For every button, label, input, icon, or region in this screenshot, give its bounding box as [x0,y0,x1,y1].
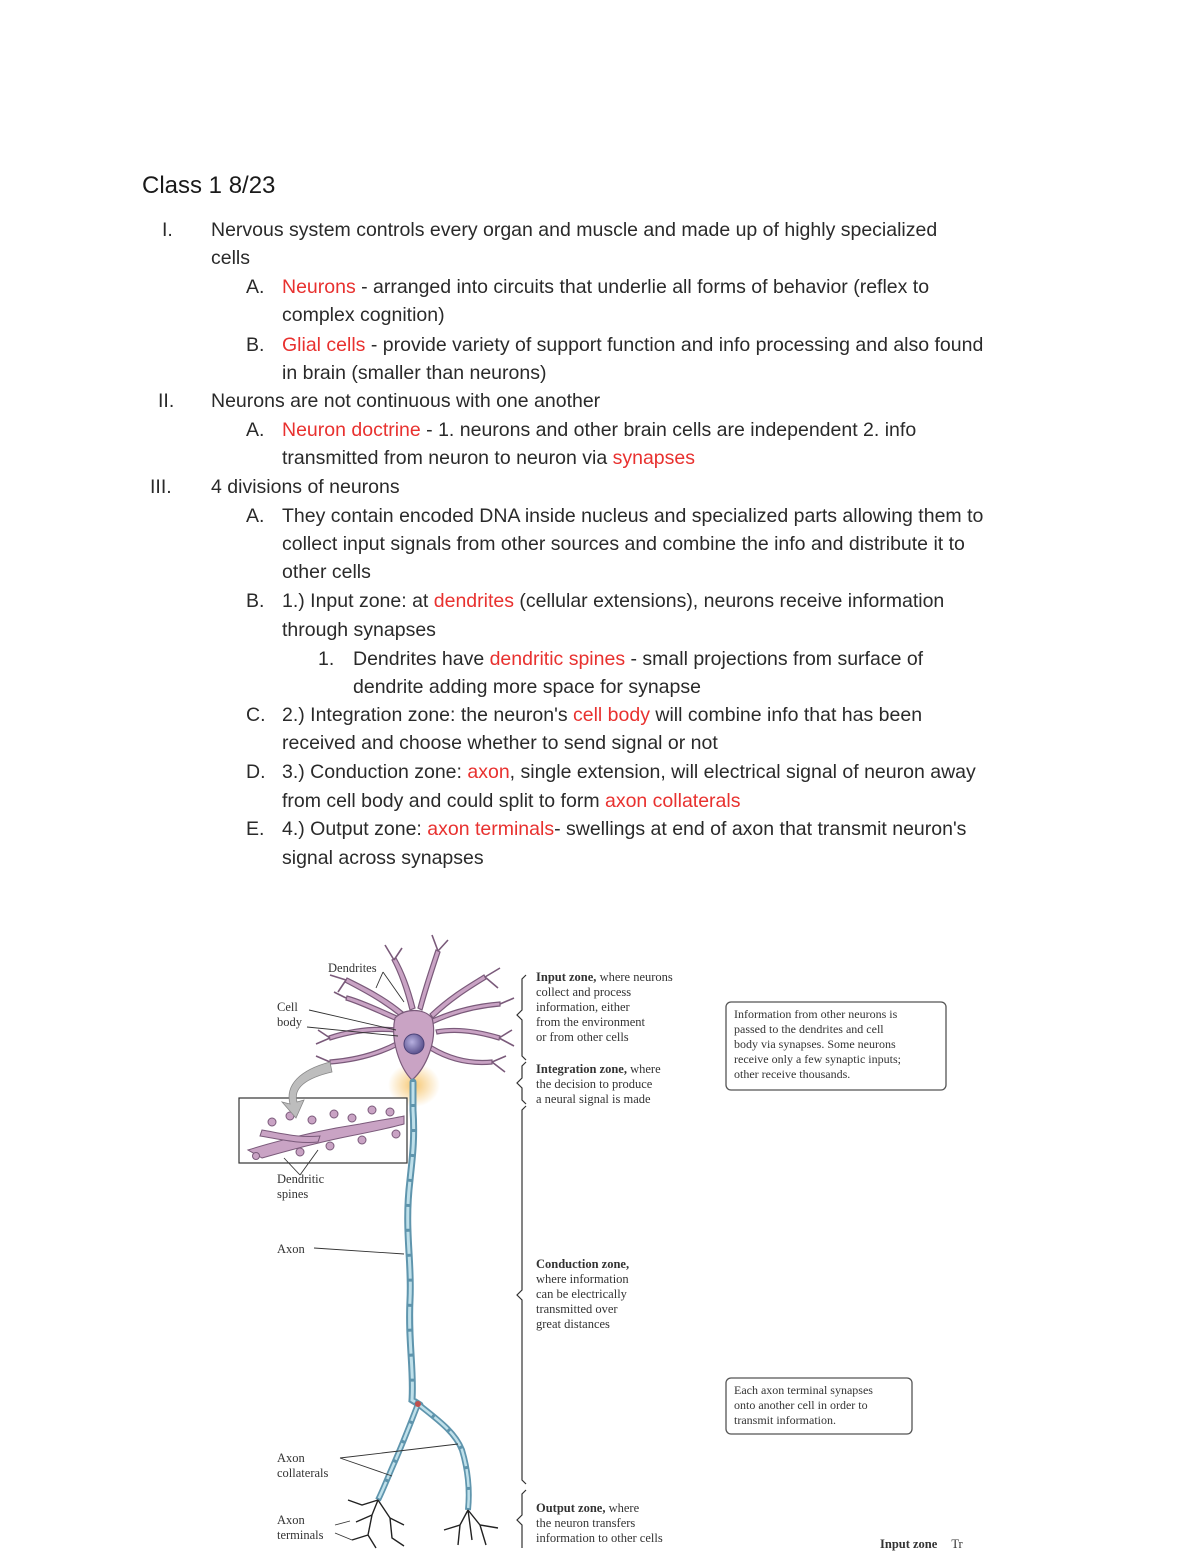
item-i-a-line2: complex cognition) [282,304,445,326]
label-dendritic-spines-2: spines [277,1187,309,1201]
integration-zone-l1 [536,1062,661,1076]
label-cell-body-2: body [277,1015,302,1029]
input-zone-l4: from the environment [536,1015,645,1029]
box2-l1: Each axon terminal synapses [734,1383,873,1397]
integration-zone-l3: a neural signal is made [536,1092,651,1106]
item-iii-e-post: - swellings at end of axon that transmit neuron's [554,818,967,840]
item-i-line1: Nervous system controls every organ and muscle and made up of highly specialized [211,219,938,241]
term-cell-body: cell body [573,704,650,726]
item-iii-b-1-line2: dendrite adding more space for synapse [353,676,701,698]
term-axon-collaterals: axon collaterals [604,790,741,812]
box2-l2: onto another cell in order to [734,1398,868,1412]
term-synapses: synapses [612,447,695,469]
output-zone-bold: Output zone, [536,1501,606,1515]
term-axon: axon [467,761,510,783]
label-axon-terminals-2: terminals [277,1528,324,1542]
label-dendrites: Dendrites [328,961,377,975]
item-i-line2: cells [211,247,251,269]
item-iii-a-line1: They contain encoded DNA inside nucleus and specialized parts allowing them to [282,505,984,527]
item-i-b-line2: in brain (smaller than neurons) [282,362,547,384]
label-axon: Axon [277,1242,305,1256]
item-iii-a-line3: other cells [282,561,371,583]
conduction-zone-l2: where information [536,1272,629,1286]
output-zone-l3: information to other cells [536,1531,663,1545]
conduction-zone-l1: Conduction zone, [536,1257,630,1271]
marker-i-a: A. [246,276,265,298]
conduction-zone-l4: transmitted over [536,1302,618,1316]
input-zone-l5: or from other cells [536,1030,629,1044]
box1-l4: receive only a few synaptic inputs; [734,1052,901,1066]
marker-iii-b-1: 1. [318,648,335,670]
marker-iii-d: D. [246,761,266,783]
marker-i-b: B. [246,334,265,356]
item-iii-b-pre: 1.) Input zone: at [282,590,434,612]
item-iii-d-post: , single extension, will electrical signal of neuron away [509,761,976,783]
label-dendritic-spines-1: Dendritic [277,1172,325,1186]
marker-iii: III. [150,476,172,498]
integration-zone-l1-rest: where [626,1062,661,1076]
term-axon-terminals: axon terminals [427,818,555,840]
term-glial-cells: Glial cells [282,334,366,356]
marker-iii-a: A. [246,505,265,527]
input-zone-l1 [536,970,673,984]
term-neurons: Neurons [282,276,356,298]
output-zone-l1-rest: where [605,1501,640,1515]
item-iii-d-l2-pre: from cell body and could split to form [282,790,605,812]
input-zone-l2: collect and process [536,985,632,999]
integration-zone-l2: the decision to produce [536,1077,653,1091]
label-cell-body-1: Cell [277,1000,298,1014]
corner-bold: Input zone [880,1537,938,1551]
marker-iii-b: B. [246,590,265,612]
nucleus-shape [404,1034,424,1054]
marker-iii-c: C. [246,704,266,726]
item-iii-b-1-post: - small projections from surface of [625,648,924,670]
label-axon-terminals-1: Axon [277,1513,305,1527]
marker-iii-e: E. [246,818,265,840]
corner-rest: Tr [951,1537,963,1551]
box2-l3: transmit information. [734,1413,836,1427]
conduction-zone-l5: great distances [536,1317,610,1331]
input-zone-l3: information, either [536,1000,630,1014]
item-iii-a-line2: collect input signals from other sources and combine the info and distribute it to [282,533,965,555]
item-iii-d-pre: 3.) Conduction zone: [282,761,468,783]
item-i-b-rest: - provide variety of support function and info processing and also found [365,334,984,356]
item-iii-c-line2: received and choose whether to send signal or not [282,732,718,754]
page-title: Class 1 8/23 [142,172,276,199]
corner-label [880,1537,964,1551]
input-zone-bold: Input zone, [536,970,597,984]
item-ii-line1: Neurons are not continuous with one another [211,390,601,412]
marker-ii-a: A. [246,419,265,441]
item-iii-b-line2: through synapses [282,619,436,641]
item-ii-a-l2-pre: transmitted from neuron to neuron via [282,447,613,469]
branch-point [415,1401,421,1407]
item-iii-b-post: (cellular extensions), neurons receive information [513,590,945,612]
term-dendrites: dendrites [433,590,514,612]
term-dendritic-spines: dendritic spines [489,648,626,670]
item-iii-c-post: will combine info that has been [649,704,923,726]
item-ii-a-rest: - 1. neurons and other brain cells are independent 2. info [420,419,917,441]
box1-l2: passed to the dendrites and cell [734,1022,884,1036]
label-axon-collaterals-2: collaterals [277,1466,329,1480]
box1-l5: other receive thousands. [734,1067,851,1081]
zone-braces [517,975,526,1548]
input-zone-l1-rest: where neurons [596,970,673,984]
axon-collateral-left-myelin [378,1404,418,1500]
item-iii-b-1-pre: Dendrites have [353,648,490,670]
item-iii-e-line2: signal across synapses [282,847,484,869]
box1-l1: Information from other neurons is [734,1007,898,1021]
axon-terminals-shape [348,1500,498,1548]
axon-collateral-right [418,1404,469,1510]
marker-i: I. [162,219,173,241]
box1-l3: body via synapses. Some neurons [734,1037,896,1051]
item-iii-line1: 4 divisions of neurons [211,476,400,498]
zone-descriptions [536,970,673,1545]
marker-ii: II. [158,390,175,412]
label-axon-collaterals-1: Axon [277,1451,305,1465]
integration-zone-bold: Integration zone, [536,1062,627,1076]
output-zone-l2: the neuron transfers [536,1516,636,1530]
term-neuron-doctrine: Neuron doctrine [282,419,421,441]
item-iii-e-pre: 4.) Output zone: [282,818,428,840]
item-iii-c-pre: 2.) Integration zone: the neuron's [282,704,573,726]
output-zone-l1 [536,1501,640,1515]
conduction-zone-l3: can be electrically [536,1287,627,1301]
item-i-a-rest: - arranged into circuits that underlie all forms of behavior (reflex to [355,276,930,298]
